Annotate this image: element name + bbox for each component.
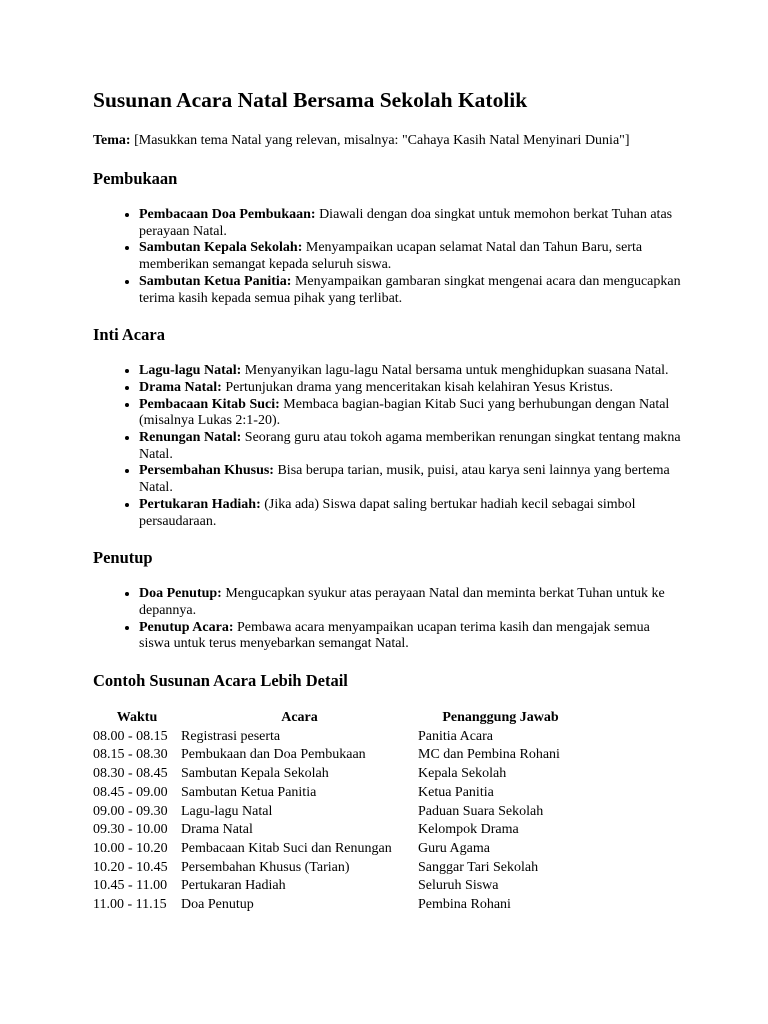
cell-acara: Doa Penutup — [181, 897, 254, 913]
cell-waktu: 10.45 - 11.00 — [93, 878, 168, 894]
cell-penanggung-jawab: Paduan Suara Sekolah — [418, 803, 544, 819]
list-item-term: Lagu-lagu Natal: — [139, 363, 242, 379]
tema-text: [Masukkan tema Natal yang relevan, misalnya: "Cahaya Kasih Natal Menyinari Dunia"] — [130, 133, 630, 148]
list-item — [139, 240, 683, 273]
section-heading-detail: Contoh Susunan Acara Lebih Detail — [93, 671, 348, 691]
list-item-desc: Pembawa acara menyampaikan ucapan terima kasih dan mengajak semua siswa untuk terus menyebarkan semangat Natal. — [139, 619, 650, 652]
cell-acara: Drama Natal — [181, 822, 253, 838]
cell-waktu: 09.00 - 09.30 — [93, 803, 168, 819]
list-item — [139, 274, 683, 307]
list-item — [139, 363, 683, 380]
list-item-desc: Mengucapkan syukur atas perayaan Natal dan meminta berkat Tuhan untuk ke depannya. — [139, 586, 665, 618]
list-item — [139, 620, 683, 653]
table-header-row — [93, 709, 583, 728]
list-item — [139, 497, 683, 530]
cell-waktu: 09.30 - 10.00 — [93, 822, 168, 838]
list-item — [139, 463, 683, 496]
cell-penanggung-jawab: Kepala Sekolah — [418, 766, 507, 782]
list-item-term: Penutup Acara: — [139, 619, 234, 635]
page-title: Susunan Acara Natal Bersama Sekolah Katolik — [93, 88, 528, 112]
cell-acara: Pembacaan Kitab Suci dan Renungan — [181, 840, 392, 856]
list-item-term: Doa Penutup: — [139, 586, 222, 602]
tema-label: Tema: — [93, 133, 131, 148]
list-item — [139, 430, 683, 463]
table-row — [93, 803, 583, 822]
cell-penanggung-jawab: Panitia Acara — [418, 728, 494, 744]
column-header-waktu: Waktu — [116, 710, 158, 726]
list-item — [139, 397, 683, 430]
cell-penanggung-jawab: Ketua Panitia — [418, 784, 494, 800]
cell-penanggung-jawab: Seluruh Siswa — [418, 878, 499, 894]
cell-acara: Lagu-lagu Natal — [181, 803, 273, 819]
tema-paragraph — [93, 132, 683, 149]
cell-waktu: 08.45 - 09.00 — [93, 784, 168, 800]
list-item-desc: Seorang guru atau tokoh agama memberikan renungan singkat tentang makna Natal. — [139, 430, 681, 462]
list-item-desc: (Jika ada) Siswa dapat saling bertukar hadiah kecil sebagai simbol persaudaraan. — [139, 496, 636, 529]
column-header-penanggung-jawab: Penanggung Jawab — [442, 710, 559, 726]
section-heading-pembukaan: Pembukaan — [93, 169, 178, 188]
table-row — [93, 728, 583, 747]
column-header-acara: Acara — [281, 710, 318, 726]
list-item-term: Pertukaran Hadiah: — [139, 496, 261, 512]
penutup-list — [93, 586, 683, 653]
section-heading-inti-acara: Inti Acara — [93, 325, 165, 345]
cell-acara: Persembahan Khusus (Tarian) — [181, 859, 350, 875]
cell-acara: Registrasi peserta — [181, 728, 281, 744]
list-item-desc: Menyanyikan lagu-lagu Natal bersama untuk menghidupkan suasana Natal. — [241, 363, 669, 379]
list-item-term: Sambutan Ketua Panitia: — [139, 273, 292, 289]
table-row — [93, 896, 583, 915]
pembukaan-list — [93, 207, 683, 307]
list-item-desc: Bisa berupa tarian, musik, puisi, atau karya seni lainnya yang bertema Natal. — [139, 463, 670, 496]
list-item-term: Drama Natal: — [139, 379, 222, 395]
cell-waktu: 10.00 - 10.20 — [93, 840, 168, 856]
table-row — [93, 840, 583, 859]
table-row — [93, 821, 583, 840]
document-page — [93, 86, 683, 915]
list-item-desc: Menyampaikan gambaran singkat mengenai acara dan mengucapkan terima kasih kepada semua pihak yang terlibat. — [139, 273, 681, 306]
cell-acara: Sambutan Ketua Panitia — [181, 784, 317, 800]
list-item-desc: Diawali dengan doa singkat untuk memohon berkat Tuhan atas perayaan Natal. — [139, 207, 673, 239]
table-row — [93, 784, 583, 803]
cell-acara: Sambutan Kepala Sekolah — [181, 766, 329, 782]
list-item — [139, 380, 683, 397]
list-item-desc: Membaca bagian-bagian Kitab Suci yang berhubungan dengan Natal (misalnya Lukas 2:1-20). — [139, 396, 670, 429]
cell-waktu: 11.00 - 11.15 — [93, 897, 167, 913]
cell-waktu: 08.15 - 08.30 — [93, 747, 168, 763]
cell-waktu: 08.30 - 08.45 — [93, 766, 168, 782]
table-row — [93, 859, 583, 878]
table-row — [93, 746, 583, 765]
cell-waktu: 10.20 - 10.45 — [93, 859, 168, 875]
list-item — [139, 586, 683, 619]
cell-acara: Pembukaan dan Doa Pembukaan — [181, 747, 366, 763]
schedule-table — [93, 709, 583, 915]
list-item-term: Pembacaan Doa Pembukaan: — [139, 207, 316, 222]
inti-acara-list — [93, 363, 683, 530]
cell-penanggung-jawab: MC dan Pembina Rohani — [418, 747, 560, 763]
list-item-term: Sambutan Kepala Sekolah: — [139, 240, 303, 256]
cell-waktu: 08.00 - 08.15 — [93, 728, 168, 744]
cell-penanggung-jawab: Pembina Rohani — [418, 897, 511, 913]
cell-acara: Pertukaran Hadiah — [181, 878, 286, 894]
list-item-desc: Pertunjukan drama yang menceritakan kisah kelahiran Yesus Kristus. — [221, 379, 613, 395]
list-item-term: Renungan Natal: — [139, 430, 242, 446]
table-row — [93, 765, 583, 784]
section-heading-penutup: Penutup — [93, 548, 153, 568]
list-item-term: Pembacaan Kitab Suci: — [139, 396, 280, 412]
list-item-term: Persembahan Khusus: — [139, 463, 274, 479]
list-item — [139, 207, 683, 240]
list-item-desc: Menyampaikan ucapan selamat Natal dan Tahun Baru, serta memberikan semangat kepada seluruh siswa. — [139, 240, 643, 273]
cell-penanggung-jawab: Guru Agama — [418, 840, 490, 856]
table-row — [93, 877, 583, 896]
cell-penanggung-jawab: Sanggar Tari Sekolah — [418, 859, 539, 875]
cell-penanggung-jawab: Kelompok Drama — [418, 822, 519, 838]
